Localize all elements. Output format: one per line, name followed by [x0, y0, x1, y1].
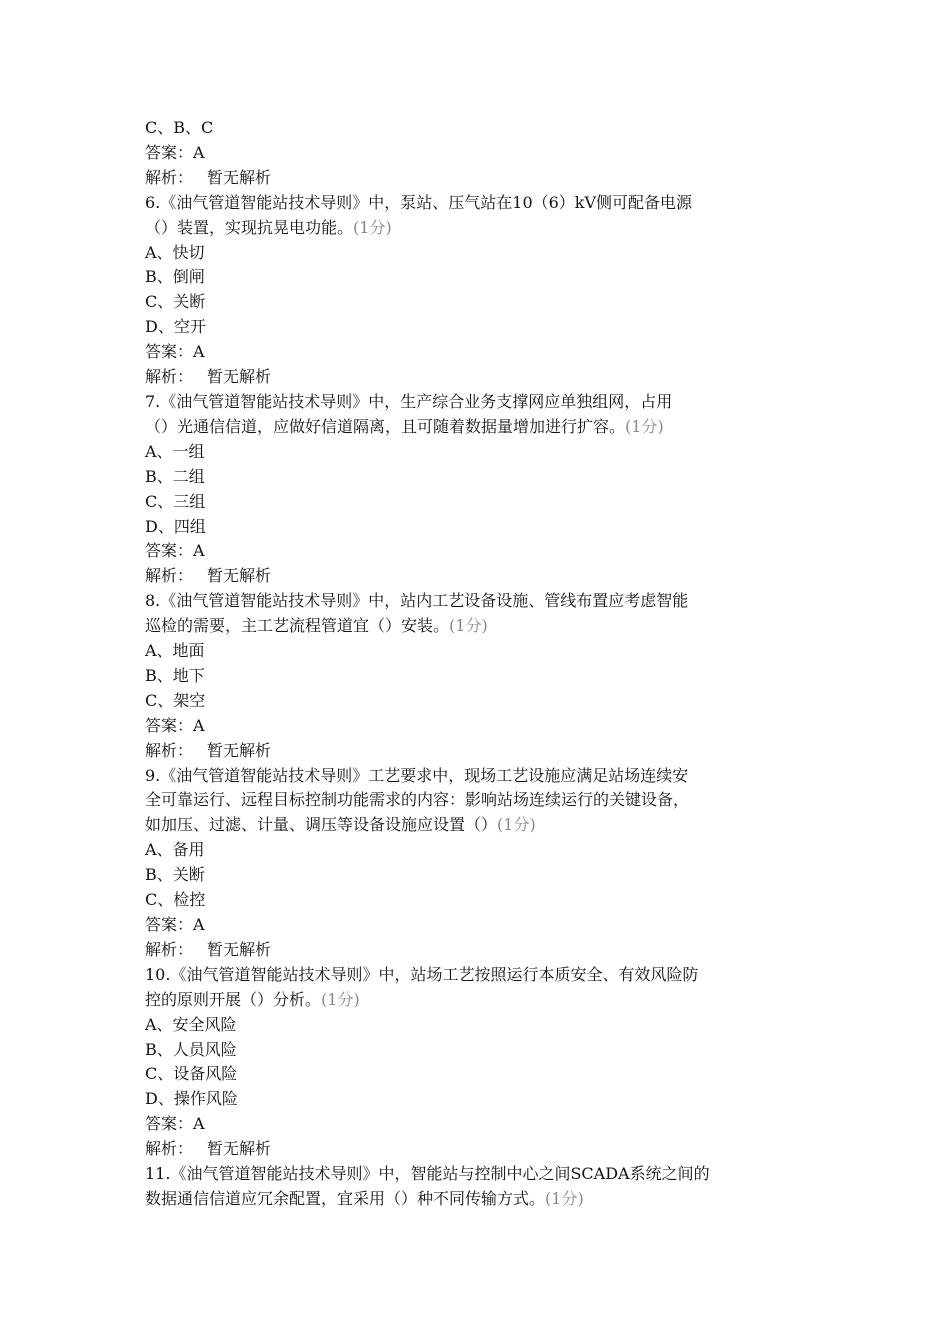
answer-line: 答案：A — [145, 142, 205, 162]
option-a: A、地面 — [145, 641, 205, 661]
question-stem-line: （）装置，实现抗晃电功能。(1分) — [145, 217, 392, 237]
option-c: C、检控 — [145, 890, 206, 910]
option-c: C、架空 — [145, 690, 206, 710]
question-score: (1分) — [353, 217, 392, 237]
analysis-text: 暂无解析 — [207, 740, 272, 760]
answer-line: 答案：A — [145, 541, 205, 561]
analysis-text: 暂无解析 — [207, 167, 272, 187]
analysis-line — [145, 739, 825, 764]
option-line: C、B、C — [145, 118, 214, 137]
analysis-line — [145, 166, 825, 191]
question-10 — [145, 963, 825, 1162]
analysis-label: 解析： — [145, 367, 194, 387]
answer-line: 答案：A — [145, 1114, 205, 1134]
analysis-line — [145, 938, 825, 963]
question-score: (1分) — [545, 1188, 584, 1208]
question-score: (1分) — [497, 815, 536, 835]
option-a: A、一组 — [145, 441, 205, 461]
question-stem-line: 8.《油气管道智能站技术导则》中，站内工艺设备设施、管线布置应考虑智能 — [145, 591, 689, 611]
answer-line: 答案：A — [145, 342, 205, 362]
option-c: C、关断 — [145, 292, 206, 312]
analysis-label: 解析： — [145, 167, 194, 187]
question-11 — [145, 1162, 825, 1212]
answer-line: 答案：A — [145, 715, 205, 735]
question-stem-line: 11.《油气管道智能站技术导则》中，智能站与控制中心之间SCADA系统之间的 — [145, 1164, 710, 1184]
question-9 — [145, 764, 825, 963]
option-a: A、备用 — [145, 840, 205, 860]
option-b: B、二组 — [145, 466, 205, 486]
question-7 — [145, 390, 825, 589]
question-score: (1分) — [625, 416, 664, 436]
question-stem-line: 控的原则开展（）分析。(1分) — [145, 989, 360, 1009]
option-d: D、空开 — [145, 317, 206, 337]
question-stem-line: 7.《油气管道智能站技术导则》中，生产综合业务支撑网应单独组网，占用 — [145, 391, 673, 411]
option-c: C、设备风险 — [145, 1064, 238, 1084]
analysis-line — [145, 1137, 825, 1162]
question-stem-line: 10.《油气管道智能站技术导则》中，站场工艺按照运行本质安全、有效风险防 — [145, 964, 699, 984]
question-stem-line: 数据通信信道应冗余配置，宜采用（）种不同传输方式。(1分) — [145, 1188, 584, 1208]
analysis-label: 解析： — [145, 566, 194, 586]
question-6 — [145, 191, 825, 390]
analysis-label: 解析： — [145, 939, 194, 959]
option-d: D、四组 — [145, 516, 206, 536]
option-b: B、人员风险 — [145, 1039, 237, 1059]
option-d: D、操作风险 — [145, 1089, 238, 1109]
analysis-line — [145, 564, 825, 589]
analysis-line — [145, 365, 825, 390]
answer-line: 答案：A — [145, 915, 205, 934]
analysis-text: 暂无解析 — [207, 1139, 272, 1159]
analysis-text: 暂无解析 — [207, 566, 272, 586]
question-stem-line: （）光通信信道，应做好信道隔离，且可随着数据量增加进行扩容。(1分) — [145, 416, 664, 436]
question-score: (1分) — [321, 989, 360, 1009]
analysis-text: 暂无解析 — [207, 939, 272, 959]
option-a: A、安全风险 — [145, 1014, 237, 1034]
analysis-label: 解析： — [145, 740, 194, 760]
option-a: A、快切 — [145, 242, 205, 262]
option-c: C、三组 — [145, 491, 206, 511]
option-b: B、地下 — [145, 665, 205, 685]
question-stem-line: 6.《油气管道智能站技术导则》中，泵站、压气站在10（6）kV侧可配备电源 — [145, 192, 693, 212]
analysis-label: 解析： — [145, 1139, 194, 1159]
question-stem-line: 如加压、过滤、计量、调压等设备设施应设置（）(1分) — [145, 815, 536, 835]
question-stem-line: 9.《油气管道智能站技术导则》工艺要求中，现场工艺设施应满足站场连续安 — [145, 765, 689, 785]
question-score: (1分) — [449, 616, 488, 636]
option-b: B、倒闸 — [145, 267, 205, 287]
question-stem-line: 巡检的需要，主工艺流程管道宜（）安装。(1分) — [145, 616, 488, 636]
option-b: B、关断 — [145, 865, 205, 885]
document-page — [145, 116, 825, 1212]
question-8 — [145, 589, 825, 763]
analysis-text: 暂无解析 — [207, 367, 272, 387]
question-stem-line: 全可靠运行、远程目标控制功能需求的内容：影响站场连续运行的关键设备， — [145, 790, 690, 810]
